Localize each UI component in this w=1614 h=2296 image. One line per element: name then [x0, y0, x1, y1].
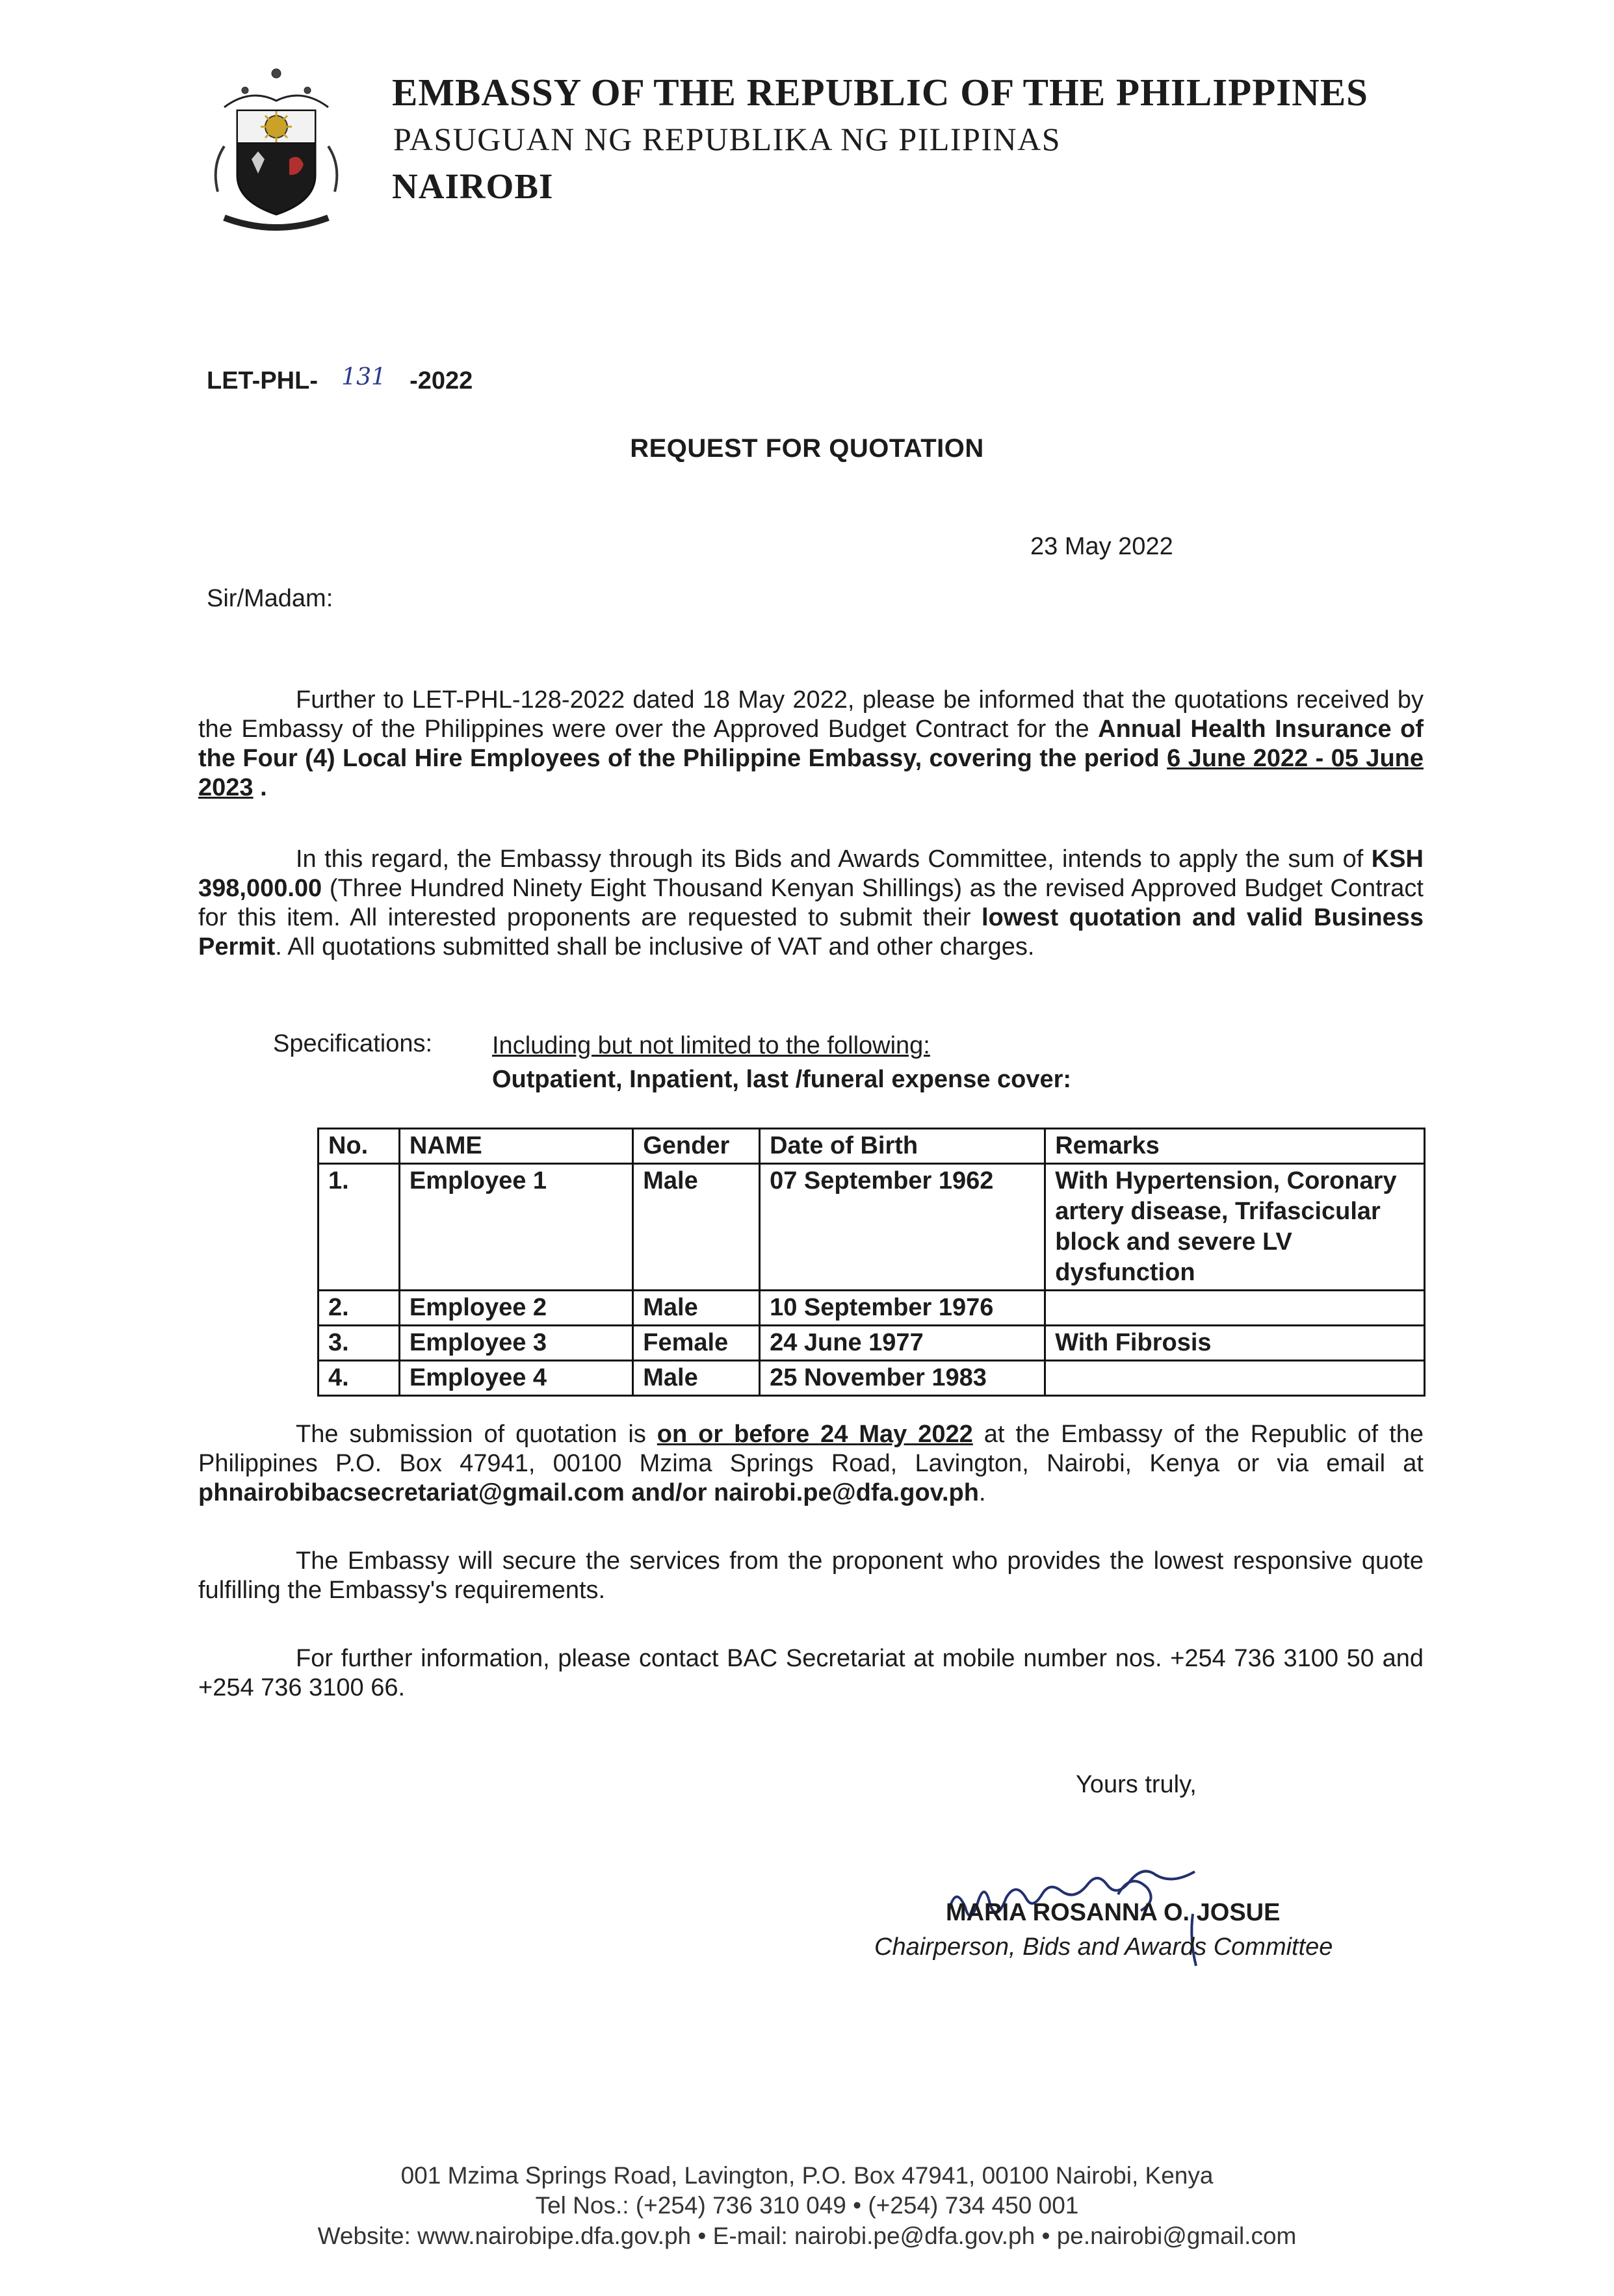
- specifications-label: Specifications:: [273, 1030, 433, 1057]
- letter-date: 23 May 2022: [1030, 533, 1173, 560]
- paragraph-selection: The Embassy will secure the services from the proponent who provides the lowest responsive quote fulfilling the Embassy's requirements.: [198, 1547, 1424, 1604]
- signatory-name: MARIA ROSANNA O. JOSUE: [946, 1899, 1281, 1926]
- embassy-name-filipino: PASUGUAN NG REPUBLIKA NG PILIPINAS: [393, 121, 1061, 157]
- cell-remarks: With Fibrosis: [1045, 1326, 1425, 1361]
- footer-address: 001 Mzima Springs Road, Lavington, P.O. Box 47941, 00100 Nairobi, Kenya: [400, 2162, 1214, 2189]
- cell-dob: 25 November 1983: [760, 1361, 1045, 1396]
- paragraph-budget-notice: Further to LET-PHL-128-2022 dated 18 May 2022, please be informed that the quotations received by the Embassy of the Philippines were over the Approved Budget Contract for the Annual Health Insurance of the Four (4) Local Hire Employees of the Philippine Embassy, covering the period 6 June 2022 - 05 June 2023 .: [198, 686, 1424, 801]
- salutation: Sir/Madam:: [207, 585, 333, 612]
- table-row: [319, 1291, 1425, 1326]
- cell-remarks: [1045, 1291, 1425, 1326]
- table-header-row: [319, 1129, 1425, 1164]
- cell-no: 4.: [319, 1361, 400, 1396]
- cell-dob: 24 June 1977: [760, 1326, 1045, 1361]
- embassy-name-english: EMBASSY OF THE REPUBLIC OF THE PHILIPPINES: [392, 71, 1368, 114]
- cell-name: Employee 4: [399, 1361, 632, 1396]
- reference-suffix: -2022: [410, 367, 473, 394]
- coverage-period: 6 June 2022 - 05 June 2023: [198, 745, 1424, 801]
- employee-table: [317, 1128, 1425, 1397]
- cell-remarks: [1045, 1361, 1425, 1396]
- cell-remarks: With Hypertension, Coronary artery disease, Trifascicular block and severe LV dysfunction: [1045, 1164, 1425, 1291]
- cell-name: Employee 1: [399, 1164, 632, 1291]
- philippine-coat-of-arms-icon: [211, 62, 341, 231]
- cell-gender: Male: [633, 1361, 760, 1396]
- column-header-name: NAME: [399, 1129, 632, 1164]
- reference-handwritten-number: 131: [341, 364, 386, 391]
- table-row: [319, 1164, 1425, 1291]
- cell-no: 2.: [319, 1291, 400, 1326]
- cell-gender: Female: [633, 1326, 760, 1361]
- signatory-title: Chairperson, Bids and Awards Committee: [874, 1933, 1333, 1961]
- cell-gender: Male: [633, 1164, 760, 1291]
- cell-dob: 10 September 1976: [760, 1291, 1045, 1326]
- specifications-line-1: Including but not limited to the following:: [492, 1032, 930, 1059]
- column-header-remarks: Remarks: [1045, 1129, 1425, 1164]
- footer-website-email: Website: www.nairobipe.dfa.gov.ph • E-mail: nairobi.pe@dfa.gov.ph • pe.nairobi@gmail.com: [317, 2223, 1297, 2249]
- cell-name: Employee 3: [399, 1326, 632, 1361]
- submission-deadline: on or before 24 May 2022: [657, 1421, 973, 1448]
- paragraph-contact: For further information, please contact BAC Secretariat at mobile number nos. +254 736 3100 50 and +254 736 3100 66.: [198, 1645, 1424, 1701]
- table-row: [319, 1361, 1425, 1396]
- closing: Yours truly,: [1076, 1771, 1197, 1798]
- column-header-gender: Gender: [633, 1129, 760, 1164]
- paragraph-submission: The submission of quotation is on or before 24 May 2022 at the Embassy of the Republic of the Philippines P.O. Box 47941, 00100 Mzima Springs Road, Lavington, Nairobi, Kenya or via email at phnairobibacsecretariat@gmail.com and/or nairobi.pe@dfa.gov.ph.: [198, 1421, 1424, 1506]
- paragraph-revised-budget: In this regard, the Embassy through its Bids and Awards Committee, intends to apply the sum of KSH 398,000.00 (Three Hundred Ninety Eight Thousand Kenyan Shillings) as the revised Approved Budget Contract for this item. All interested proponents are requested to submit their lowest quotation and valid Business Permit. All quotations submitted shall be inclusive of VAT and other charges.: [198, 845, 1424, 961]
- embassy-city: NAIROBI: [392, 166, 554, 206]
- budget-amount: KSH 398,000.00: [198, 845, 1424, 902]
- column-header-no: No.: [319, 1129, 400, 1164]
- column-header-dob: Date of Birth: [760, 1129, 1045, 1164]
- cell-name: Employee 2: [399, 1291, 632, 1326]
- cell-no: 3.: [319, 1326, 400, 1361]
- reference-prefix: LET-PHL-: [207, 367, 318, 394]
- cell-dob: 07 September 1962: [760, 1164, 1045, 1291]
- reference-number: [207, 364, 473, 395]
- specifications-line-2: Outpatient, Inpatient, last /funeral expense cover:: [492, 1066, 1072, 1093]
- cell-gender: Male: [633, 1291, 760, 1326]
- cell-no: 1.: [319, 1164, 400, 1291]
- footer-telephone: Tel Nos.: (+254) 736 310 049 • (+254) 734 450 001: [535, 2192, 1079, 2219]
- submission-emails: phnairobibacsecretariat@gmail.com and/or nairobi.pe@dfa.gov.ph: [198, 1479, 979, 1506]
- document-title: REQUEST FOR QUOTATION: [630, 434, 984, 463]
- table-row: [319, 1326, 1425, 1361]
